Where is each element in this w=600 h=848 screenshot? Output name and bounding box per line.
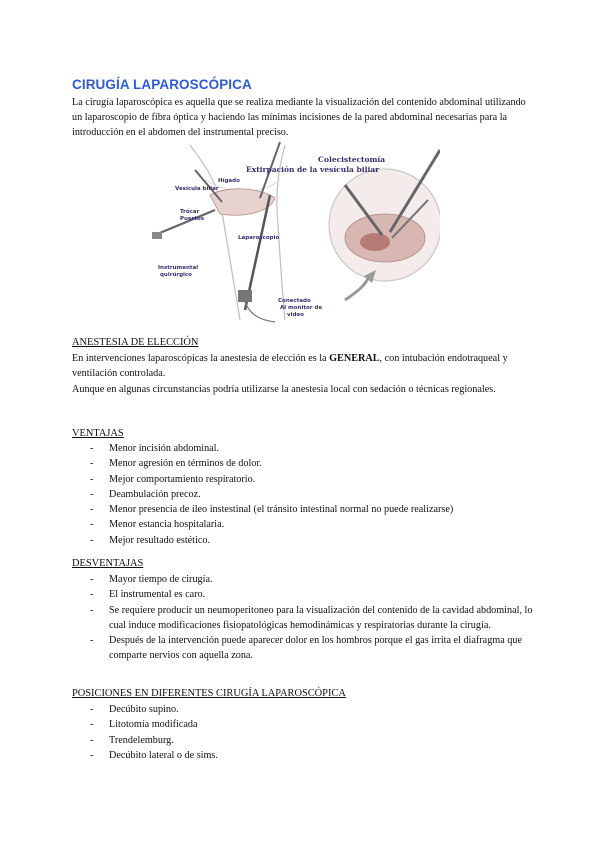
label-instrumental-2: quirúrgico bbox=[160, 272, 192, 278]
anestesia-heading: ANESTESIA DE ELECCIÓN bbox=[72, 337, 199, 348]
list-item bbox=[72, 633, 534, 664]
list-item-text: Mayor tiempo de cirugía. bbox=[109, 574, 213, 585]
list-item bbox=[72, 533, 534, 548]
ventajas-heading: VENTAJAS bbox=[72, 428, 124, 439]
dash-marker: - bbox=[90, 604, 94, 616]
dash-marker: - bbox=[90, 635, 94, 647]
figure-heading-2: Extirpación de la vesícula biliar bbox=[246, 165, 380, 174]
dash-marker: - bbox=[90, 749, 94, 761]
list-item bbox=[72, 502, 534, 517]
dash-marker: - bbox=[90, 574, 94, 585]
list-item-text: Menor presencia de íleo instestinal (el tránsito intestinal normal no puede realizarse) bbox=[109, 504, 454, 516]
list-item bbox=[72, 717, 534, 732]
dash-marker: - bbox=[90, 473, 94, 485]
dash-marker: - bbox=[90, 519, 94, 531]
dash-marker: - bbox=[90, 488, 94, 500]
label-higado: Hígado bbox=[218, 178, 240, 184]
label-conectado-2: Al monitor de bbox=[280, 305, 323, 311]
list-item bbox=[72, 441, 534, 456]
list-item bbox=[72, 587, 534, 602]
anestesia-paragraph-1 bbox=[72, 351, 534, 381]
anestesia-p1-before: En intervenciones laparoscópicas la anestesia de elección es la bbox=[72, 353, 330, 364]
list-item bbox=[72, 472, 534, 487]
list-item-text: El instrumental es caro. bbox=[109, 589, 206, 601]
list-item-text: Trendelemburg. bbox=[109, 734, 174, 746]
dash-marker: - bbox=[90, 719, 94, 731]
list-item-text: Mejor comportamiento respiratorio. bbox=[109, 473, 256, 485]
desventajas-list bbox=[72, 572, 534, 664]
list-item bbox=[72, 748, 534, 763]
laparoscopy-illustration bbox=[150, 140, 440, 325]
figure-heading-1: Colecistectomía bbox=[318, 155, 386, 164]
posiciones-list bbox=[72, 702, 534, 763]
label-puertos: Puertos bbox=[180, 216, 205, 222]
list-item-text: Deambulación precoz. bbox=[109, 488, 201, 500]
page-title: CIRUGÍA LAPAROSCÓPICA bbox=[72, 77, 252, 92]
ventajas-list bbox=[72, 441, 534, 548]
list-item-text: Menor agresión en términos de dolor. bbox=[109, 458, 262, 470]
list-item-text: Litotomía modificada bbox=[109, 719, 198, 731]
list-item bbox=[72, 572, 534, 587]
desventajas-heading: DESVENTAJAS bbox=[72, 558, 144, 569]
list-item bbox=[72, 517, 534, 532]
dash-marker: - bbox=[90, 443, 94, 454]
list-item bbox=[72, 456, 534, 471]
anestesia-paragraph-2: Aunque en algunas circunstancias podría utilizarse la anestesia local con sedación o técnicas regionales. bbox=[72, 384, 496, 395]
list-item-text: Decúbito supino. bbox=[109, 704, 179, 715]
anestesia-p1-after: , con intubación endotraqueal y ventilación controlada. bbox=[72, 353, 508, 380]
label-laparoscopio: Laparoscopio bbox=[238, 235, 280, 241]
label-conectado-1: Conectado bbox=[278, 298, 311, 304]
posiciones-heading: POSICIONES EN DIFERENTES CIRUGÍA LAPAROSCÓPICA bbox=[72, 688, 346, 699]
anestesia-p1-bold: GENERAL bbox=[329, 353, 380, 364]
dash-marker: - bbox=[90, 734, 94, 746]
list-item-text: Se requiere producir un neumoperitoneo para la visualización del contenido de la cavidad abdominal, lo cual induce modificaciones fisiopatológicas hemodinámicas y respiratorias durante la cirugía. bbox=[109, 604, 533, 631]
list-item-text: Mejor resultado estético. bbox=[109, 534, 210, 546]
list-item-text: Decúbito lateral o de sims. bbox=[109, 749, 218, 761]
label-vesicula: Vesícula biliar bbox=[175, 186, 219, 192]
label-instrumental-1: Instrumental bbox=[158, 265, 199, 271]
list-item bbox=[72, 603, 534, 634]
list-item bbox=[72, 702, 534, 717]
dash-marker: - bbox=[90, 704, 94, 715]
label-conectado-3: video bbox=[287, 312, 304, 318]
label-trocar: Trócar bbox=[180, 209, 200, 215]
list-item bbox=[72, 487, 534, 502]
dash-marker: - bbox=[90, 534, 94, 546]
list-item bbox=[72, 733, 534, 748]
list-item-text: Menor incisión abdominal. bbox=[109, 443, 220, 454]
dash-marker: - bbox=[90, 589, 94, 601]
dash-marker: - bbox=[90, 504, 94, 516]
list-item-text: Menor estancia hospitalaria. bbox=[109, 519, 225, 531]
dash-marker: - bbox=[90, 458, 94, 470]
list-item-text: Después de la intervención puede aparecer dolor en los hombros porque el gas irrita el diafragma que comparte nervios con aquella zona. bbox=[109, 635, 523, 662]
intro-paragraph: La cirugía laparoscópica es aquella que se realiza mediante la visualización del contenido abdominal utilizando un laparoscopio de fibra óptica y haciendo las mínimas incisiones de la pared abdominal necesarias para la introducción en el abdomen del instrumental preciso. bbox=[72, 97, 526, 139]
